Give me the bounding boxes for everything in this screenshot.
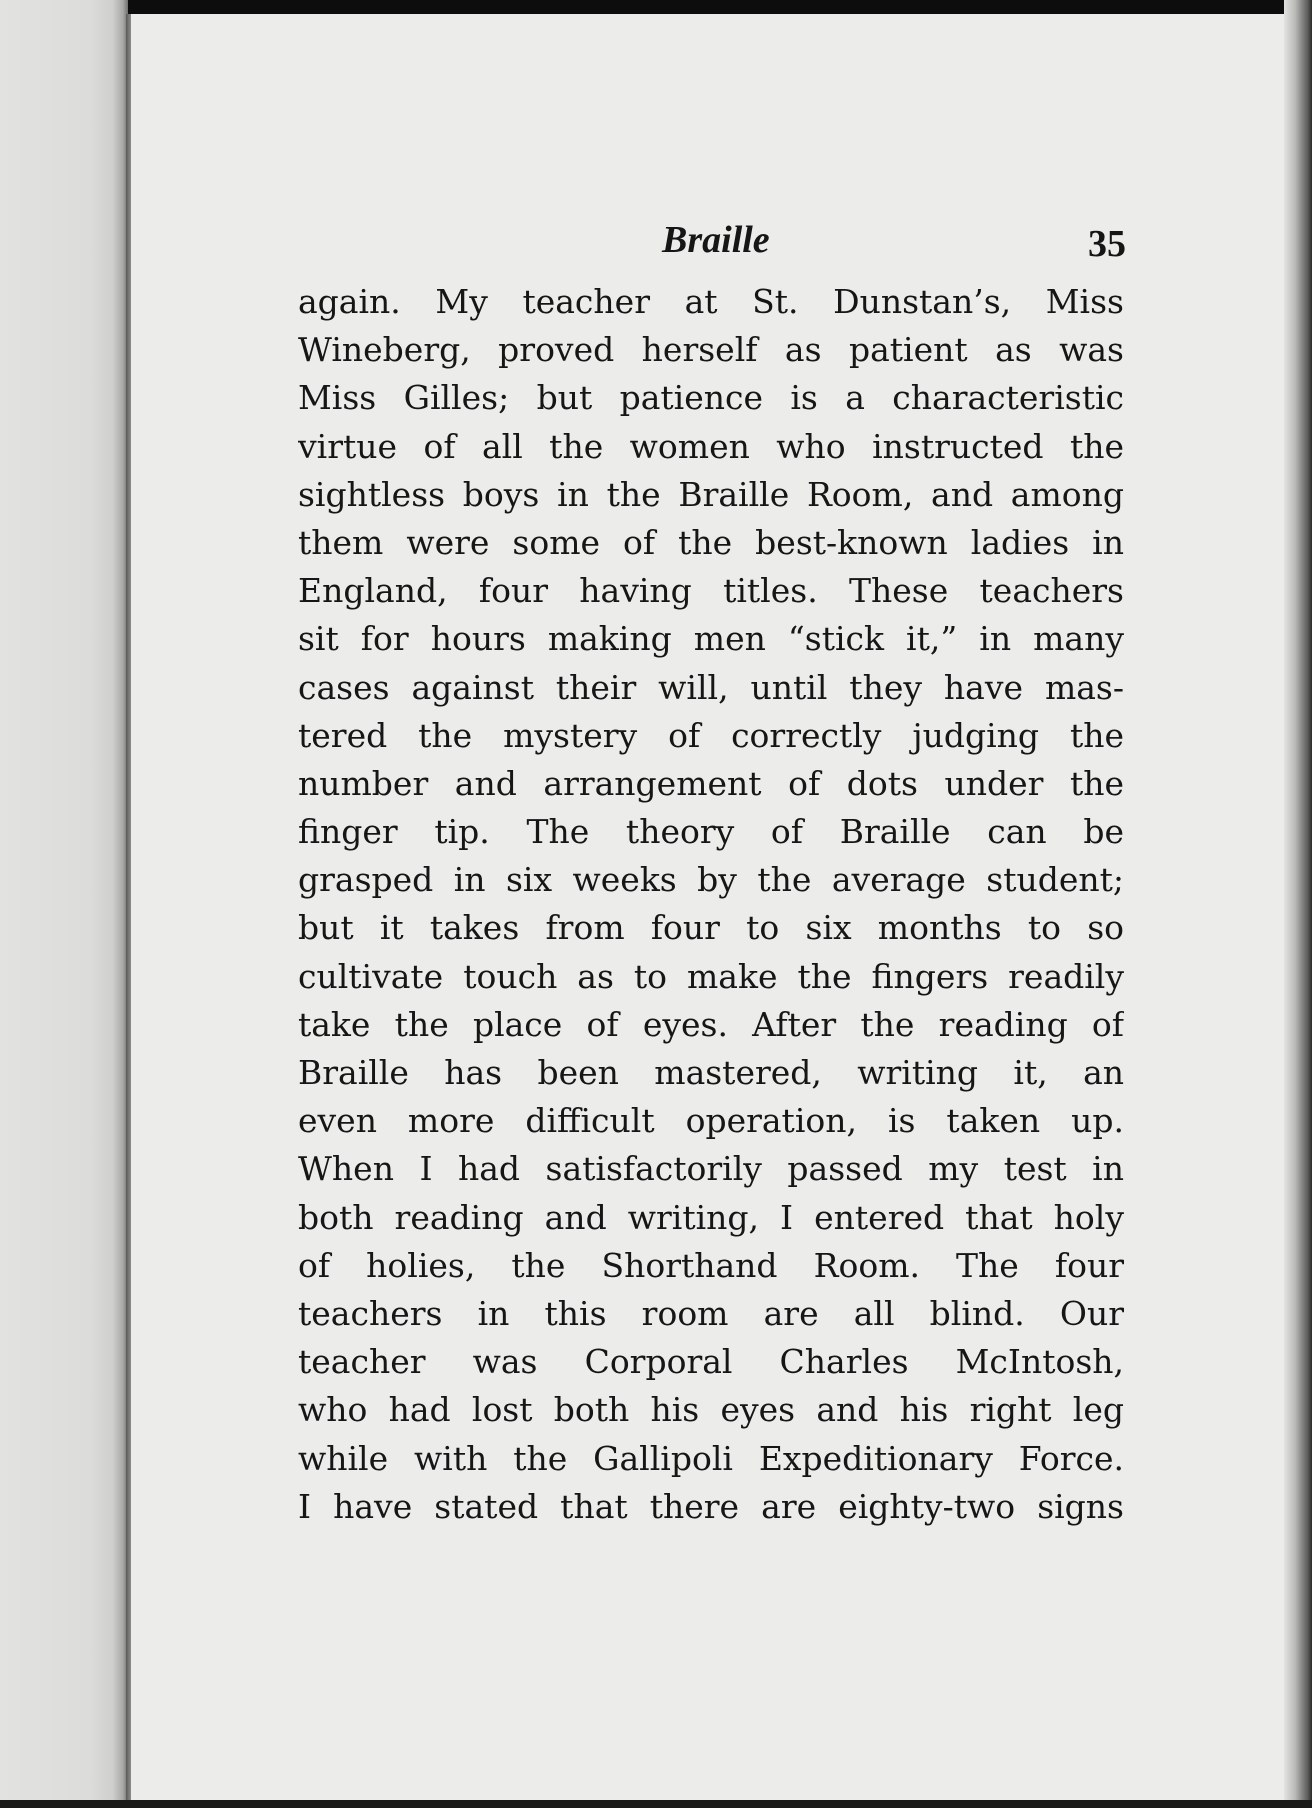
text-line: tered the mystery of correctly judging the [298,715,1124,755]
text-line: of holies, the Shorthand Room. The four [298,1245,1124,1285]
right-page-edge [1284,0,1312,1808]
text-line: England, four having titles. These teachers [298,571,1124,611]
text-line: them were some of the best-known ladies in [298,522,1124,562]
text-line: finger tip. The theory of Braille can be [298,812,1124,852]
text-line: teachers in this room are all blind. Our [298,1293,1124,1333]
text-line: sightless boys in the Braille Room, and among [298,474,1124,514]
body-text [298,278,1124,1531]
text-line: who had lost both his eyes and his right leg [298,1390,1124,1430]
text-line: I have stated that there are eighty-two signs [298,1486,1124,1526]
text-line: number and arrangement of dots under the [298,763,1124,803]
text-line: even more difficult operation, is taken up. [298,1101,1124,1141]
scan-bottom-border [0,1800,1312,1808]
text-line: When I had satisfactorily passed my test in [298,1149,1124,1189]
text-line: but it takes from four to six months to so [298,908,1124,948]
page-content [298,208,1124,1531]
text-line: teacher was Corporal Charles McIntosh, [298,1342,1124,1382]
text-line: both reading and writing, I entered that holy [298,1197,1124,1237]
text-line: Miss Gilles; but patience is a characteristic [298,378,1124,418]
scan-top-border [0,0,1312,14]
text-line: cultivate touch as to make the fingers readily [298,956,1124,996]
text-line: Wineberg, proved herself as patient as was [298,330,1124,370]
page-number: 35 [1088,223,1126,265]
text-line: virtue of all the women who instructed the [298,426,1124,466]
text-line: take the place of eyes. After the reading of [298,1004,1124,1044]
text-line: grasped in six weeks by the average student; [298,860,1124,900]
running-head-title: Braille [662,219,770,261]
text-line: while with the Gallipoli Expeditionary Force. [298,1438,1124,1478]
book-gutter [126,14,131,1808]
text-line: again. My teacher at St. Dunstan’s, Miss [298,282,1124,321]
left-page-margin [0,0,128,1808]
text-line: Braille has been mastered, writing it, an [298,1053,1124,1092]
running-head [298,208,1124,278]
text-line: cases against their will, until they have mas- [298,667,1124,707]
text-line: sit for hours making men “stick it,” in many [298,619,1124,659]
